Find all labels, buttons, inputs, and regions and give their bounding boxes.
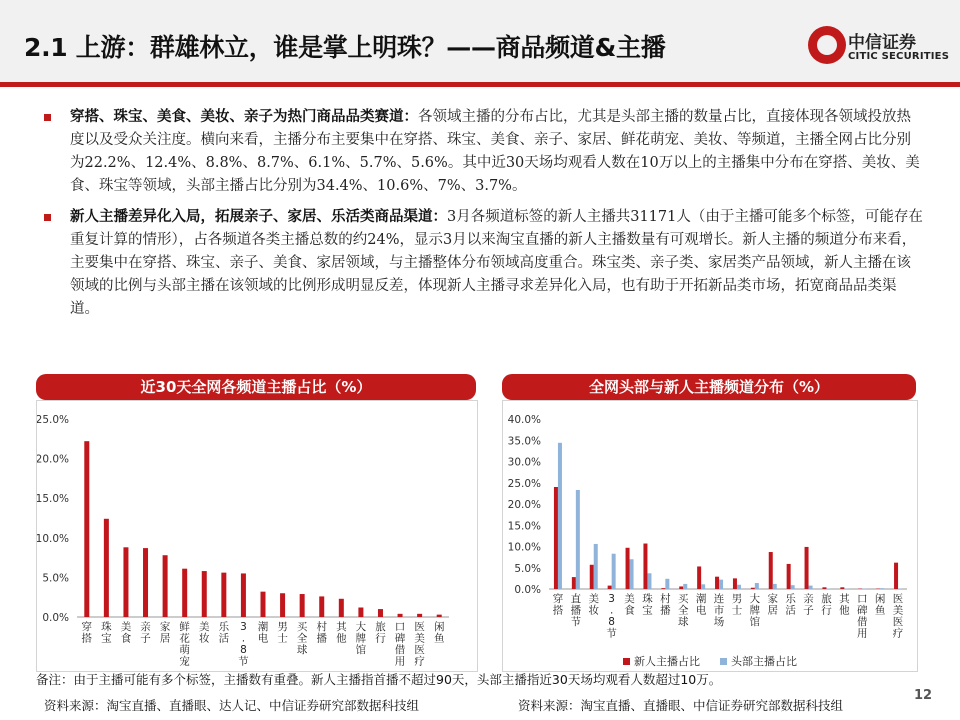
y-tick-label: 20.0% — [37, 453, 69, 466]
bar — [737, 585, 741, 589]
bullet-lead: 新人主播差异化入局，拓展亲子、家居、乐活类商品渠道： — [70, 209, 447, 225]
bullet-square-icon — [44, 214, 51, 221]
bar — [590, 565, 594, 589]
x-tick-label: 村播 — [316, 621, 327, 645]
legend-label: 新人主播占比 — [634, 655, 700, 668]
bar — [143, 548, 148, 617]
citic-seal-icon — [808, 26, 846, 64]
x-tick-label: 口碑借用 — [857, 593, 868, 640]
x-tick-label: 珠宝 — [101, 621, 112, 645]
x-tick-label: 其他 — [336, 621, 347, 645]
y-tick-label: 5.0% — [514, 562, 541, 575]
header-rule — [0, 82, 960, 87]
x-tick-label: 美妆 — [199, 621, 210, 645]
bar — [558, 443, 562, 589]
x-tick-label: 美妆 — [588, 593, 599, 617]
x-tick-label: 家居 — [767, 593, 778, 617]
x-tick-label: 亲子 — [803, 593, 814, 617]
bar — [643, 544, 647, 589]
bullet-text: 各领域主播的分布占比，尤其是头部主播的数量占比，直接体现各领域投放热度以及受众关注度。横向来看，主播分布主要集中在穿搭、珠宝、美食、亲子、家居、鲜花萌宠、美妆、等频道，主播全网占比分别为22.2%、12.4%、8.8%、8.7%、6.1%、5.7%、5.6%。其中近30天场均观看人数在10万以上的主播集中分布在穿搭、美妆、美食、珠宝等领域，头部主播占比分别为34.4%、10.6%、7%、3.7%。 — [70, 109, 920, 194]
bar — [300, 594, 305, 617]
bar — [647, 573, 651, 589]
x-tick-label: 潮电 — [257, 621, 269, 645]
bar — [791, 585, 795, 589]
x-tick-label: 3 . 8 节 — [238, 621, 249, 668]
bar — [755, 583, 759, 589]
y-tick-label: 10.0% — [37, 532, 69, 545]
bar — [261, 592, 266, 617]
x-tick-label: 医美医疗 — [892, 593, 904, 640]
bar — [751, 588, 755, 589]
y-tick-label: 5.0% — [42, 572, 69, 585]
bar — [719, 580, 723, 589]
bullet-list — [44, 106, 924, 321]
x-tick-label: 穿搭 — [552, 593, 564, 617]
header-bar — [0, 0, 960, 82]
bar — [787, 564, 791, 589]
chart-title-right: 全网头部与新人主播频道分布（%） — [502, 374, 916, 400]
x-tick-label: 穿搭 — [81, 621, 93, 645]
page-number: 12 — [914, 688, 933, 703]
bar — [773, 584, 777, 589]
x-tick-label: 男士 — [731, 593, 743, 617]
y-tick-label: 15.0% — [507, 520, 541, 533]
bar — [822, 587, 826, 589]
x-tick-label: 乐活 — [785, 593, 796, 617]
y-tick-label: 35.0% — [507, 435, 541, 448]
y-tick-label: 20.0% — [507, 499, 541, 511]
y-tick-label: 15.0% — [37, 493, 69, 506]
bar — [630, 559, 634, 589]
bar — [182, 569, 187, 617]
x-tick-label: 医美医疗 — [414, 621, 425, 668]
legend-label: 头部主播占比 — [731, 655, 797, 668]
y-tick-label: 40.0% — [507, 414, 541, 426]
bar — [715, 577, 719, 589]
y-tick-label: 25.0% — [507, 477, 541, 490]
x-tick-label: 旅行 — [375, 621, 386, 645]
bar — [608, 586, 612, 589]
bar — [378, 609, 383, 617]
x-tick-label: 大牌馆 — [749, 593, 761, 628]
citic-logo — [808, 24, 958, 70]
bar — [319, 596, 324, 617]
bar — [805, 547, 809, 589]
bullet-item — [44, 106, 924, 198]
bar — [697, 566, 701, 589]
bar — [840, 587, 844, 589]
bar — [241, 573, 246, 617]
y-tick-label: 0.0% — [514, 584, 541, 596]
x-tick-label: 珠宝 — [642, 593, 653, 617]
bar — [202, 571, 207, 617]
x-tick-label: 其他 — [839, 593, 850, 617]
x-tick-label: 直播节 — [570, 593, 582, 628]
x-tick-label: 村播 — [660, 593, 671, 617]
chart-title-left: 近30天全网各频道主播占比（%） — [36, 374, 476, 400]
logo-text-cn: 中信证券 — [848, 33, 916, 53]
bar — [358, 607, 363, 617]
y-tick-label: 0.0% — [42, 612, 69, 624]
bullet-item — [44, 206, 924, 321]
bar — [769, 552, 773, 589]
bar — [880, 588, 884, 589]
legend-swatch — [623, 658, 630, 665]
bar — [572, 577, 576, 589]
channel-share-chart — [37, 401, 477, 671]
bar — [339, 599, 344, 617]
x-tick-label: 潮电 — [695, 593, 707, 617]
x-tick-label: 大牌馆 — [355, 621, 367, 656]
footnote: 备注：由于主播可能有多个标签，主播数有重叠。新人主播指首播不超过90天，头部主播指近30天场均观看人数超过10万。 — [36, 672, 722, 687]
bar — [612, 554, 616, 589]
x-tick-label: 美食 — [120, 621, 132, 645]
bar — [104, 519, 109, 617]
x-tick-label: 鲜花萌宠 — [179, 621, 190, 668]
x-tick-label: 美食 — [624, 593, 635, 617]
bar — [123, 547, 128, 617]
x-tick-label: 3 . 8 节 — [606, 593, 617, 640]
page-title: 2.1 上游：群雄林立，谁是掌上明珠？——商品频道&主播 — [24, 33, 666, 62]
bar — [733, 578, 737, 589]
bar — [221, 573, 226, 617]
logo-text-en: CITIC SECURITIES — [848, 51, 950, 62]
x-tick-label: 亲子 — [140, 621, 151, 645]
source-left: 资料来源：淘宝直播、直播眼、达人记、中信证券研究部数据科技组 — [44, 698, 420, 713]
chart-right-frame — [502, 400, 918, 672]
x-tick-label: 闲鱼 — [433, 621, 445, 645]
x-tick-label: 连市场 — [713, 593, 725, 628]
bullet-square-icon — [44, 114, 51, 121]
x-tick-label: 旅行 — [821, 593, 832, 617]
bullet-text: 3月各频道标签的新人主播共31171人（由于主播可能多个标签，可能存在重复计算的情形），占各频道各类主播总数的约24%，显示3月以来淘宝直播的新人主播数量有可观增长。新人主播的频道分布来看，主要集中在穿搭、珠宝、亲子、美食、家居领域，与主播整体分布领域高度重合。珠宝类、亲子类、家居类产品领域，新人主播在该领域的比例与头部主播在该领域的比例形成明显反差，体现新人主播寻求差异化入局，也有助于开拓新品类市场，拓宽商品品类渠道。 — [70, 209, 923, 317]
bar — [626, 548, 630, 589]
bar — [84, 441, 89, 617]
source-right: 资料来源：淘宝直播、直播眼、中信证券研究部数据科技组 — [518, 698, 844, 713]
x-tick-label: 买全球 — [678, 593, 689, 628]
x-tick-label: 家居 — [159, 621, 171, 645]
x-tick-label: 乐活 — [218, 621, 230, 645]
bar — [594, 544, 598, 589]
legend-swatch — [720, 658, 727, 665]
x-tick-label: 男士 — [277, 621, 288, 645]
bar — [683, 584, 687, 589]
bar — [398, 614, 403, 617]
bar — [280, 593, 285, 617]
head-vs-new-chart — [503, 401, 917, 671]
y-tick-label: 30.0% — [507, 456, 541, 469]
x-tick-label: 买全球 — [296, 621, 308, 656]
bar — [554, 487, 558, 589]
bar — [679, 586, 683, 589]
y-tick-label: 10.0% — [507, 541, 541, 554]
bar — [701, 584, 705, 589]
bar — [576, 490, 580, 589]
bullet-lead: 穿搭、珠宝、美食、美妆、亲子为热门商品品类赛道： — [70, 109, 418, 125]
bar — [809, 586, 813, 589]
bar — [417, 614, 422, 617]
x-tick-label: 口碑借用 — [394, 621, 406, 668]
bar — [661, 588, 665, 589]
bar — [894, 563, 898, 589]
bar — [437, 615, 442, 617]
chart-left-frame — [36, 400, 478, 672]
y-tick-label: 25.0% — [37, 414, 69, 426]
x-tick-label: 闲鱼 — [874, 593, 886, 617]
bar — [163, 555, 168, 617]
bar — [665, 579, 669, 589]
